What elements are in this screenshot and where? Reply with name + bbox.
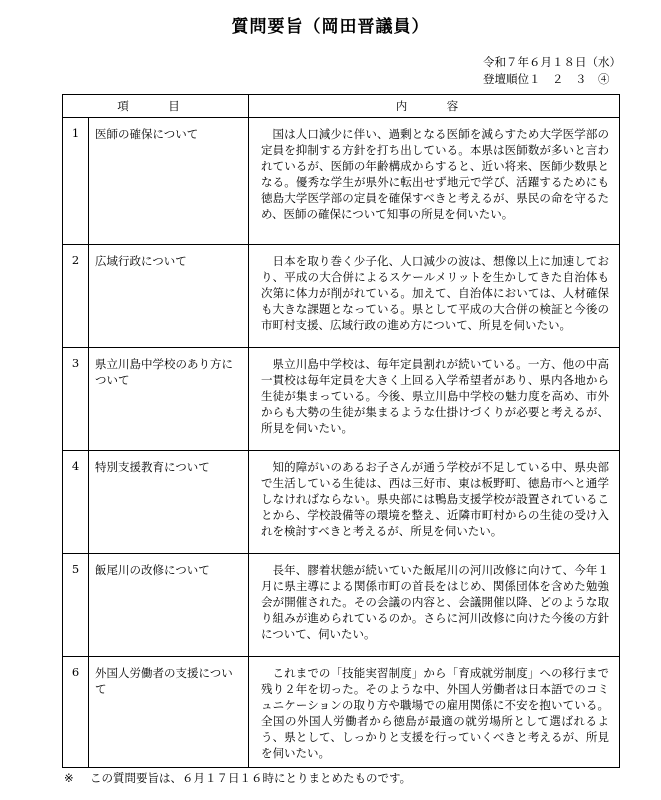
- row-content: 県立川島中学校は、毎年定員割れが続いている。一方、他の中高一貫校は毎年定員を大きく上回る入学希望者があり、県内各地から生徒が集まっている。今後、県立川島中学校の魅力度を高め、市外からも大勢の生徒が集まるような仕掛けづくりが必要と考えるが、所見を伺いたい。: [249, 348, 620, 451]
- row-item: 広域行政について: [89, 245, 249, 348]
- row-number: 4: [63, 451, 89, 554]
- page-title: 質問要旨（岡田晋議員）: [231, 17, 430, 37]
- table-row: [63, 245, 620, 348]
- row-number: 3: [63, 348, 89, 451]
- row-number: 1: [63, 118, 89, 245]
- questions-table: [62, 94, 620, 768]
- row-item: 県立川島中学校のあり方について: [89, 348, 249, 451]
- table-row: [63, 118, 620, 245]
- meta-block: [483, 54, 621, 88]
- date-line: 令和７年６月１８日（水）: [483, 55, 621, 69]
- header-content: 内 容: [249, 95, 620, 118]
- footnote: [64, 770, 411, 786]
- row-number: 6: [63, 657, 89, 768]
- table-row: [63, 348, 620, 451]
- row-item: 飯尾川の改修について: [89, 554, 249, 657]
- row-item: 医師の確保について: [89, 118, 249, 245]
- table-header-row: [63, 95, 620, 118]
- row-item: 特別支援教育について: [89, 451, 249, 554]
- row-number: 5: [63, 554, 89, 657]
- table-row: [63, 554, 620, 657]
- row-content: 知的障がいのあるお子さんが通う学校が不足している中、県央部で生活している生徒は、西は三好市、東は板野町、徳島市へと通学しなければならない。県央部には鴨島支援学校が設置されていることから、学校設備等の環境を整え、近隣市町村からの生徒の受け入れを検討すべきと考えるが、所見を伺いたい。: [249, 451, 620, 554]
- row-content: 長年、膠着状態が続いていた飯尾川の河川改修に向けて、今年１月に県主導による関係市町の首長をはじめ、関係団体を含めた勉強会が開催された。その会議の内容と、会議開催以降、どのような取り組みが進められているのか。さらに河川改修に向けた今後の方針について、伺いたい。: [249, 554, 620, 657]
- table-row: [63, 451, 620, 554]
- header-item: 項 目: [63, 95, 249, 118]
- row-content: 日本を取り巻く少子化、人口減少の波は、想像以上に加速しており、平成の大合併によるスケールメリットを生かしてきた自治体も次第に体力が削がれている。加えて、自治体においては、人材確保も大きな課題となっている。県として平成の大合併の検証と今後の市町村支援、広域行政の進め方について、所見を伺いたい。: [249, 245, 620, 348]
- speaking-order-line: 登壇順位１ ２ ３ ④: [483, 72, 610, 86]
- note-text: この質問要旨は、６月１７日１６時にとりまとめたものです。: [90, 771, 412, 785]
- row-item: 外国人労働者の支援について: [89, 657, 249, 768]
- note-mark: ※: [64, 771, 74, 785]
- row-content: これまでの「技能実習制度」から「育成就労制度」への移行まで残り２年を切った。そのような中、外国人労働者は日本語でのコミュニケーションの取り方や職場での雇用関係に不安を抱いている。全国の外国人労働者から徳島が最適の就労場所として選ばれるよう、県として、しっかりと支援を行っていくべきと考えるが、所見を伺いたい。: [249, 657, 620, 768]
- row-number: 2: [63, 245, 89, 348]
- table-row: [63, 657, 620, 768]
- row-content: 国は人口減少に伴い、過剰となる医師を減らすため大学医学部の定員を抑制する方針を打ち出している。本県は医師数が多いと言われているが、医師の年齢構成からすると、近い将来、医師少数県となる。優秀な学生が県外に転出せず地元で学び、活躍するためにも徳島大学医学部の定員を確保すべきと考えるが、県民の命を守るため、医師の確保について知事の所見を伺いたい。: [249, 118, 620, 245]
